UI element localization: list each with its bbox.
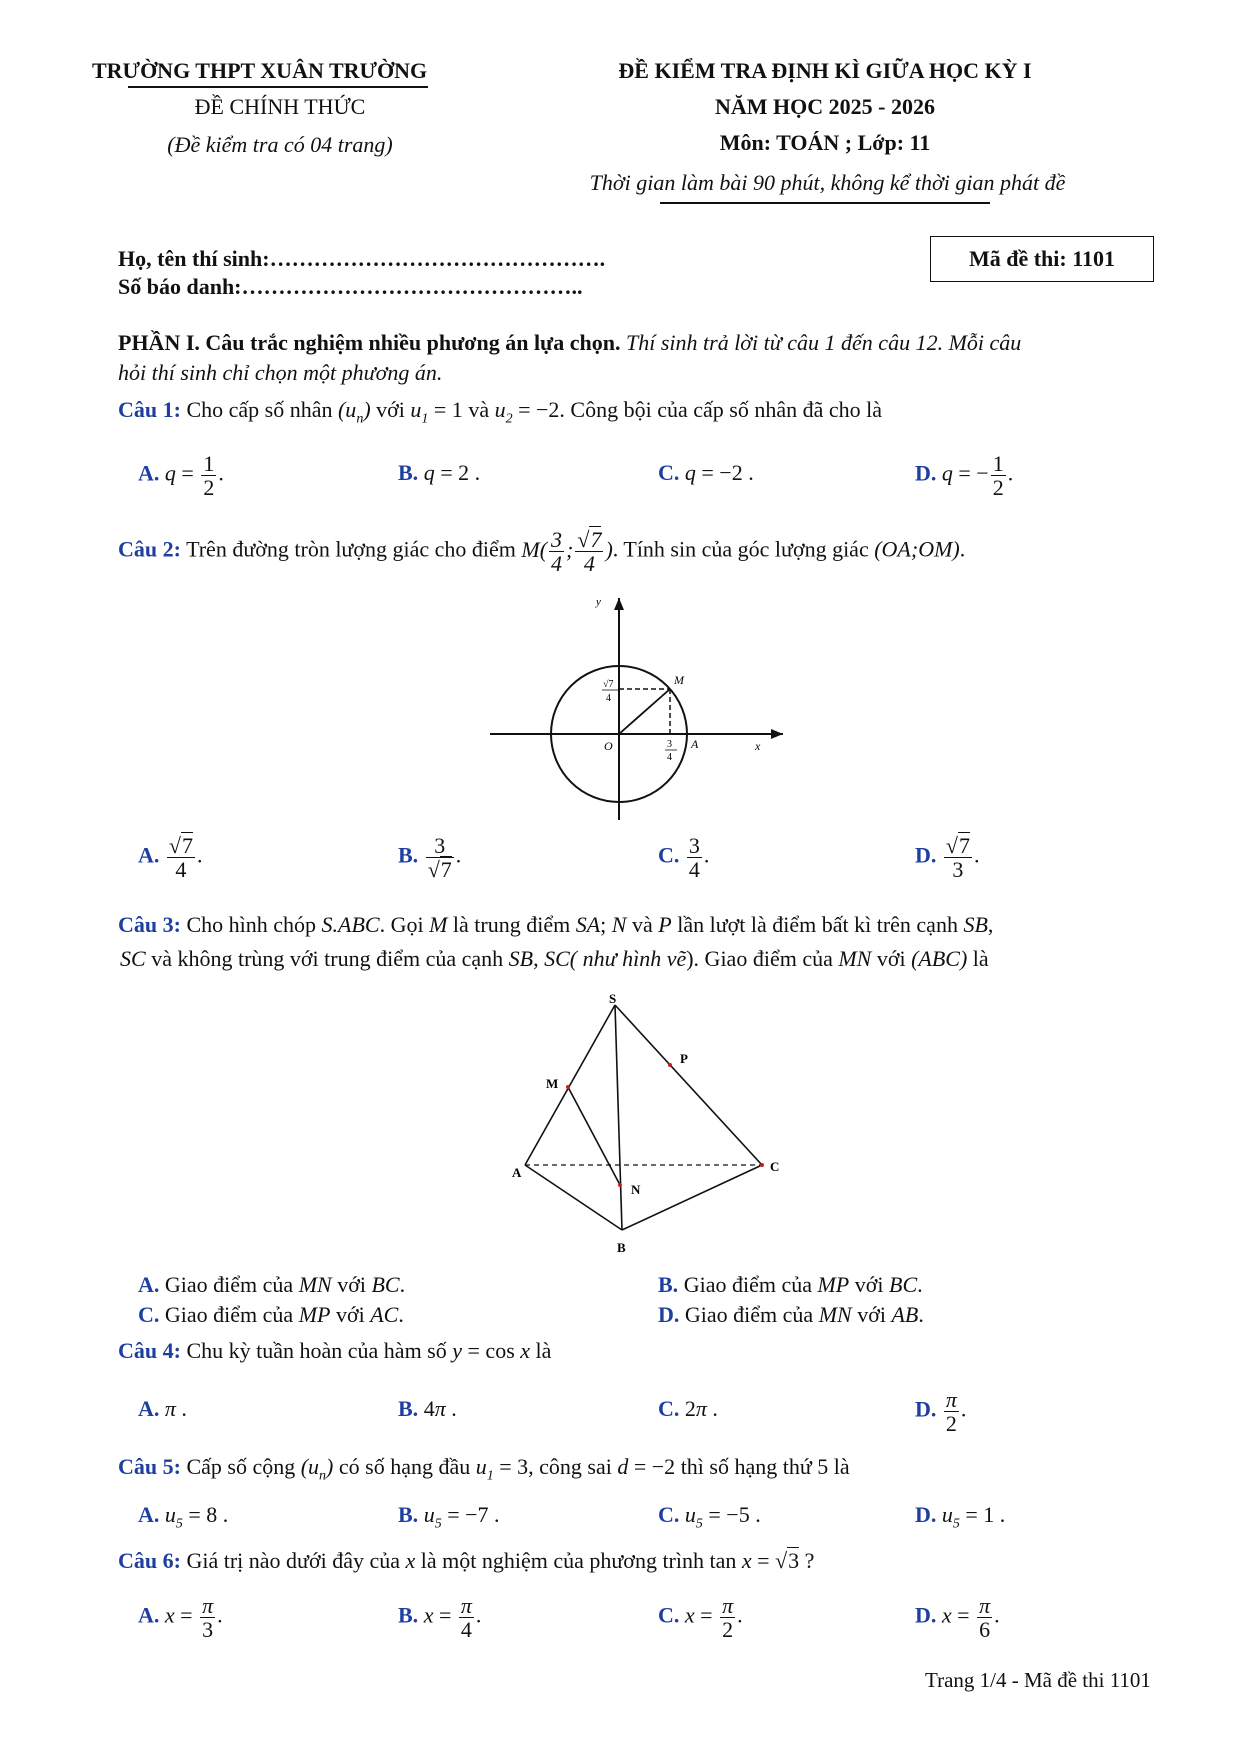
- time-note: Thời gian làm bài 90 phút, không kể thời gian phát đề: [589, 170, 1066, 195]
- q3-point-p: [668, 1063, 672, 1067]
- q3-label-c: C: [770, 1159, 780, 1174]
- q2-label-m: M: [674, 673, 684, 687]
- q5-option-a-label: A.: [138, 1502, 160, 1527]
- q1-u1: $u_1$: [410, 397, 429, 427]
- q2-option-a-label: A.: [138, 842, 160, 868]
- q2-option-b[interactable]: B. $\frac{3}{√7}$ .: [398, 833, 462, 883]
- school-year: NĂM HỌC 2025 - 2026: [715, 94, 935, 119]
- q2-label: Câu 2:: [118, 536, 181, 562]
- q3-text-5: lần lượt là điểm bất kì trên cạnh: [677, 912, 958, 937]
- q5-text-4: thì số hạng thứ 5 là: [680, 1454, 850, 1479]
- q3-pyramid-figure: [500, 990, 800, 1260]
- q5-stem: Câu 5: Cấp số cộng $(u_n)$ có số hạng đầu $u_1 = 3$, công sai d = −2 thì số hạng thứ 5 là: [118, 1454, 850, 1484]
- q2-option-b-label: B.: [398, 842, 419, 868]
- q4-option-a-label: A.: [138, 1396, 160, 1421]
- q3-text-6: và không trùng với trung điểm của cạnh: [151, 946, 504, 971]
- time-underline: [660, 202, 990, 204]
- q3-text-9: với: [876, 946, 906, 971]
- q6-option-d[interactable]: D. x = $\frac{\pi}{6}$ .: [915, 1593, 1000, 1643]
- q3-point-c: [760, 1163, 764, 1167]
- q5-text-3: , công sai: [528, 1454, 612, 1479]
- q3-stem-line2: SC và không trùng với trung điểm của cạnh SB, SC( như hình vẽ). Giao điểm của MN với (ABC) là: [120, 946, 989, 971]
- q3-text-1: Cho hình chóp: [186, 912, 317, 937]
- official-label: ĐỀ CHÍNH THỨC: [194, 94, 366, 119]
- q1-text-2: với: [376, 397, 405, 422]
- q1-label: Câu 1:: [118, 397, 181, 422]
- q2-stem: Câu 2: Trên đường tròn lượng giác cho điểm M( $\frac{3}{4}$ ; $\frac{√7}{4}$ ). Tính sin của góc lượng giác (OA;OM).: [118, 527, 966, 577]
- q2-unit-circle-figure: [485, 590, 790, 825]
- q2-segment-om: [619, 689, 670, 734]
- q2-label-4-x: 4: [667, 752, 672, 763]
- pages-note: (Đề kiểm tra có 04 trang): [167, 132, 393, 157]
- q4-option-a[interactable]: A. π .: [138, 1396, 187, 1421]
- q5-label: Câu 5:: [118, 1454, 181, 1479]
- q1-option-a[interactable]: A. q = $\frac{1}{2}$ .: [138, 451, 224, 501]
- q3-option-d-with: với: [857, 1302, 886, 1327]
- exam-code-box: [930, 236, 1154, 282]
- q2-option-c-label: C.: [658, 842, 680, 868]
- candidate-id-field: Số báo danh:………………………………………..: [118, 274, 583, 299]
- q4-text-2: là: [535, 1338, 552, 1363]
- q5-option-a[interactable]: A. $u_5 = 8$ .: [138, 1502, 229, 1532]
- q3-label-b: B: [617, 1240, 626, 1255]
- q3-option-b-with: với: [854, 1272, 884, 1297]
- q2-option-c[interactable]: C. $\frac{3}{4}$ .: [658, 833, 710, 883]
- q6-text-2: là một nghiệm của phương trình: [420, 1548, 704, 1573]
- part1-title: PHẦN I. Câu trắc nghiệm nhiều phương án lựa chọn.: [118, 330, 621, 355]
- q5-option-d-label: D.: [915, 1502, 937, 1527]
- q4-option-b[interactable]: B. 4π .: [398, 1396, 457, 1421]
- q3-option-a-with: với: [337, 1272, 366, 1297]
- q5-option-b-label: B.: [398, 1502, 419, 1527]
- q3-text-3: là trung điểm: [452, 912, 571, 937]
- q3-label-a: A: [512, 1165, 522, 1180]
- q6-option-a[interactable]: A. x = $\frac{\pi}{3}$ .: [138, 1593, 223, 1643]
- q4-label: Câu 4:: [118, 1338, 181, 1363]
- part1-instr1: Thí sinh trả lời từ câu 1 đến câu 12. Mỗi câu: [620, 330, 1022, 355]
- q2-y-arrow: [614, 598, 624, 610]
- q4-function: y: [452, 1338, 463, 1363]
- q5-option-c[interactable]: C. $u_5 = -5$ .: [658, 1502, 761, 1532]
- q1-option-a-label: A.: [138, 460, 160, 486]
- q3-option-d-label: D.: [658, 1302, 680, 1327]
- q4-option-d[interactable]: D. $\frac{\pi}{2}$ .: [915, 1387, 967, 1437]
- q3-option-b[interactable]: B. Giao điểm của MP với BC.: [658, 1272, 923, 1297]
- q2-angle: (OA;OM): [874, 536, 960, 562]
- q1-option-d-label: D.: [915, 460, 937, 486]
- q3-label-n: N: [631, 1182, 641, 1197]
- q1-stem: Câu 1: Cho cấp số nhân $(u_n)$ với $u_1 = 1$ và $u_2 = -2$. Công bội của cấp số nhân đã cho là: [118, 397, 882, 427]
- q3-text-8: ). Giao điểm của: [686, 946, 833, 971]
- q3-option-c-label: C.: [138, 1302, 160, 1327]
- q2-label-o: O: [604, 739, 613, 753]
- q5-option-b[interactable]: B. $u_5 = -7$ .: [398, 1502, 500, 1532]
- q4-option-b-label: B.: [398, 1396, 419, 1421]
- q1-text-3: và: [468, 397, 490, 422]
- part1-instr2: hỏi thí sinh chỉ chọn một phương án.: [118, 360, 443, 385]
- q3-point-n: [618, 1183, 622, 1187]
- q6-option-b[interactable]: B. x = $\frac{\pi}{4}$ .: [398, 1593, 482, 1643]
- q3-label: Câu 3:: [118, 912, 181, 937]
- q2-x-arrow: [771, 729, 783, 739]
- part1-title-line: [118, 330, 1021, 356]
- q3-label-s: S: [609, 991, 617, 1006]
- q3-label-p: P: [680, 1051, 688, 1066]
- q3-option-a-text: Giao điểm của: [164, 1272, 294, 1297]
- q6-option-c[interactable]: C. x = $\frac{\pi}{2}$ .: [658, 1593, 743, 1643]
- q2-option-d-label: D.: [915, 842, 937, 868]
- q1-text-4: . Công bội của cấp số nhân đã cho là: [559, 397, 882, 422]
- q3-option-c-text: Giao điểm của: [164, 1302, 294, 1327]
- school-name: TRƯỜNG THPT XUÂN TRƯỜNG: [92, 58, 428, 83]
- q5-text-1: Cấp số cộng: [186, 1454, 296, 1479]
- q3-option-b-label: B.: [658, 1272, 679, 1297]
- q3-text-2: . Gọi: [379, 912, 424, 937]
- q6-option-a-label: A.: [138, 1602, 160, 1628]
- q5-option-d[interactable]: D. $u_5 = 1$ .: [915, 1502, 1006, 1532]
- q2-option-d[interactable]: D. $\frac{√7}{3}$ .: [915, 833, 980, 883]
- q3-option-a-label: A.: [138, 1272, 160, 1297]
- q1-text-1: Cho cấp số nhân: [186, 397, 333, 422]
- q6-text-1: Giá trị nào dưới đây của: [186, 1548, 400, 1573]
- q2-label-x: x: [755, 739, 761, 753]
- q1-option-c-label: C.: [658, 460, 680, 485]
- q1-option-d[interactable]: D. q = − $\frac{1}{2}$ .: [915, 451, 1014, 501]
- q2-text-1: Trên đường tròn lượng giác cho điểm: [186, 536, 516, 562]
- q6-option-c-label: C.: [658, 1602, 680, 1628]
- q4-option-c[interactable]: C. 2π .: [658, 1396, 718, 1421]
- q3-segment-mn: [568, 1087, 620, 1185]
- q3-text-10: là: [972, 946, 989, 971]
- q2-label-y: y: [596, 596, 601, 608]
- q6-stem: Câu 6: Giá trị nào dưới đây của x là một nghiệm của phương trình tan x = √3 ?: [118, 1548, 815, 1573]
- q4-text-1: Chu kỳ tuần hoàn của hàm số: [186, 1338, 447, 1363]
- q3-option-c[interactable]: C. Giao điểm của MP với AC.: [138, 1302, 404, 1327]
- q1-option-b[interactable]: B. q = 2 .: [398, 460, 481, 485]
- q3-option-d[interactable]: D. Giao điểm của MN với AB.: [658, 1302, 924, 1327]
- q4-option-d-label: D.: [915, 1396, 937, 1422]
- q2-text-2: . Tính sin của góc lượng giác: [612, 536, 869, 562]
- q3-edge-sa: [525, 1005, 615, 1165]
- q3-option-d-text: Giao điểm của: [684, 1302, 814, 1327]
- q2-label-a: A: [691, 737, 699, 751]
- q1-sequence: $(u_n)$: [337, 397, 371, 427]
- q2-label-4-y: 4: [606, 693, 611, 704]
- q6-option-b-label: B.: [398, 1602, 419, 1628]
- q3-option-c-with: với: [335, 1302, 365, 1327]
- q4-stem: Câu 4: Chu kỳ tuần hoàn của hàm số y = cos x là: [118, 1338, 552, 1363]
- q3-point-m: [566, 1085, 570, 1089]
- q4-option-c-label: C.: [658, 1396, 680, 1421]
- q3-edge-ab: [525, 1165, 622, 1230]
- q3-text-7: ( như hình vẽ: [569, 946, 687, 971]
- exam-title: ĐỀ KIỂM TRA ĐỊNH KÌ GIỮA HỌC KỲ I: [618, 58, 1032, 83]
- q3-option-b-text: Giao điểm của: [683, 1272, 812, 1297]
- q3-edge-sb: [615, 1005, 622, 1230]
- candidate-name-field: Họ, tên thí sinh:……………………………………….: [118, 246, 606, 271]
- q2-label-3: 3: [667, 739, 672, 750]
- q3-text-4: và: [631, 912, 653, 937]
- subject-label: Môn: TOÁN ; Lớp: 11: [719, 130, 931, 155]
- q1-option-c[interactable]: C. q = −2 .: [658, 460, 754, 485]
- q5-sequence: $(u_n)$: [300, 1454, 334, 1484]
- q5-option-c-label: C.: [658, 1502, 680, 1527]
- q3-stem-line1: Câu 3: Cho hình chóp S.ABC. Gọi M là trung điểm SA; N và P lần lượt là điểm bất kì trên cạnh SB,: [118, 912, 994, 937]
- q2-option-a[interactable]: A. $\frac{√7}{4}$ .: [138, 833, 203, 883]
- q2-point-m: M( $\frac{3}{4}$ ; $\frac{√7}{4}$ ): [521, 527, 613, 577]
- exam-code: Mã đề thi: 1101: [968, 246, 1116, 271]
- q3-edge-bc: [622, 1165, 762, 1230]
- q5-text-2: có số hạng đầu: [338, 1454, 471, 1479]
- q2-label-sqrt7: √7: [603, 679, 614, 690]
- q3-option-a[interactable]: A. Giao điểm của MN với BC.: [138, 1272, 406, 1297]
- q6-option-d-label: D.: [915, 1602, 937, 1628]
- q1-u2: $u_2$: [494, 397, 513, 427]
- page-footer: Trang 1/4 - Mã đề thi 1101: [925, 1668, 1151, 1692]
- q3-edge-sc: [615, 1005, 762, 1165]
- q1-option-b-label: B.: [398, 460, 419, 485]
- school-underline: [128, 86, 428, 88]
- q3-label-m: M: [546, 1076, 559, 1091]
- q6-label: Câu 6:: [118, 1548, 181, 1573]
